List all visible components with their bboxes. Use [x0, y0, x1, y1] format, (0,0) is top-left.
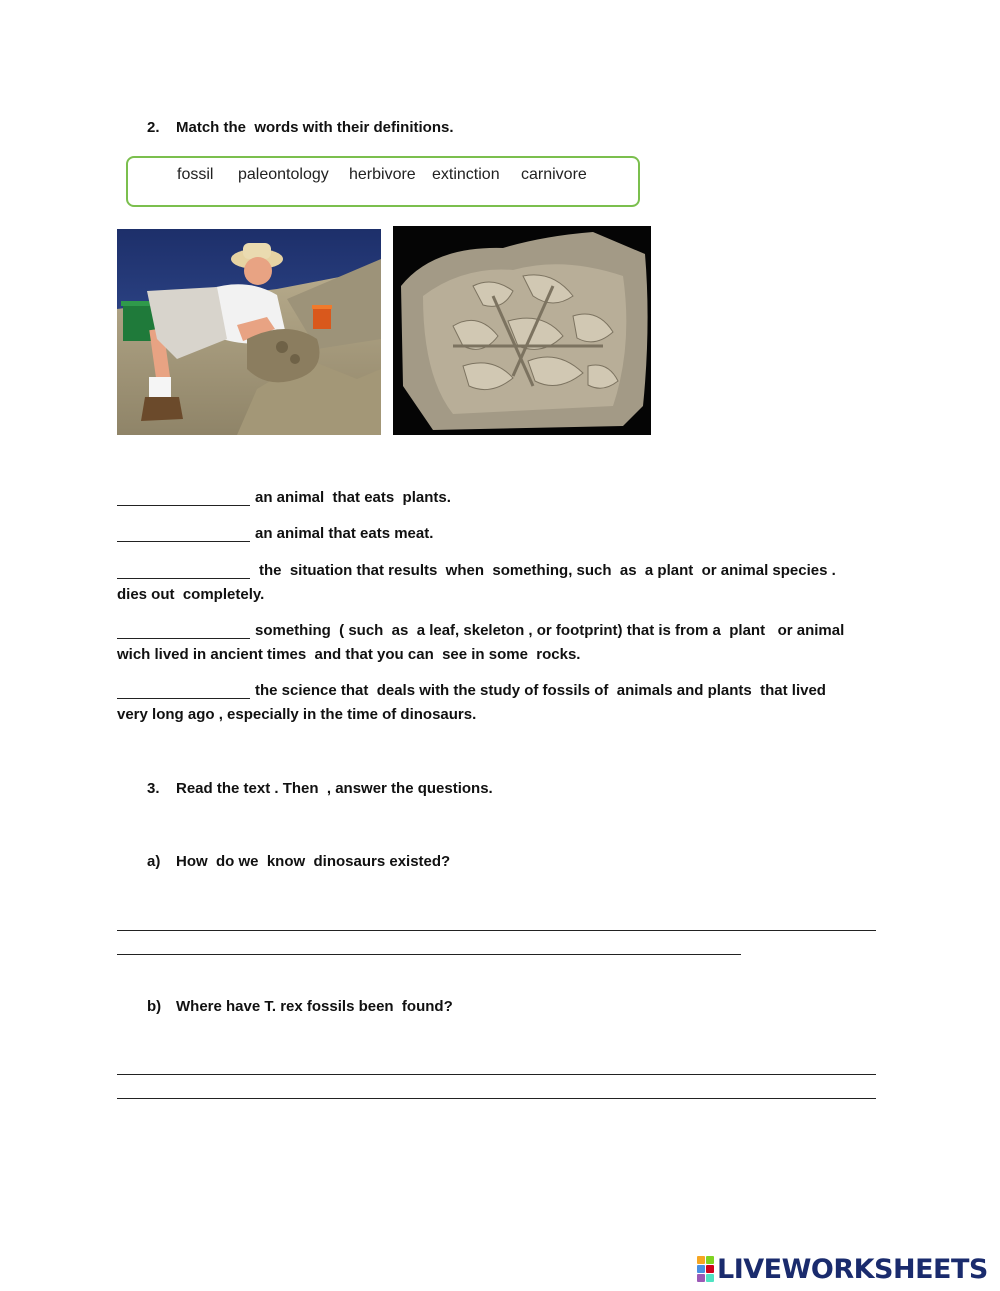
- section-2-number: 2.: [147, 119, 160, 136]
- question-a-text: How do we know dinosaurs existed?: [176, 853, 451, 870]
- word-bank-item-paleontology: paleontology: [238, 166, 329, 183]
- answer-b-line-1[interactable]: [117, 1074, 876, 1075]
- logo-blocks-icon: [697, 1256, 714, 1282]
- word-bank-item-carnivore: carnivore: [521, 166, 587, 183]
- answer-b-line-2[interactable]: [117, 1098, 876, 1099]
- answer-a-line-1[interactable]: [117, 930, 876, 931]
- definition-2-blank[interactable]: [117, 541, 250, 542]
- definition-1-blank[interactable]: [117, 505, 250, 506]
- definition-5-text-line-2: very long ago , especially in the time of dinosaurs.: [117, 706, 477, 723]
- word-bank-item-herbivore: herbivore: [349, 166, 416, 183]
- definition-4-text-line-2: wich lived in ancient times and that you can see in some rocks.: [117, 646, 581, 663]
- logo-text: LIVEWORKSHEETS: [717, 1253, 988, 1285]
- section-2-instruction: Match the words with their definitions.: [176, 119, 454, 136]
- definition-4-blank[interactable]: [117, 638, 250, 639]
- definition-3-text-line-1: the situation that results when something, such as a plant or animal species .: [259, 562, 836, 579]
- word-bank-item-extinction: extinction: [432, 166, 500, 183]
- section-3-instruction: Read the text . Then , answer the questions.: [176, 780, 493, 797]
- question-b-label: b): [147, 998, 162, 1015]
- definition-1-text: an animal that eats plants.: [255, 489, 451, 506]
- crinoid-fossil-photo: [393, 226, 651, 435]
- question-b-text: Where have T. rex fossils been found?: [176, 998, 453, 1015]
- definition-4-text-line-1: something ( such as a leaf, skeleton , or footprint) that is from a plant or animal: [255, 622, 845, 639]
- word-bank-item-fossil: fossil: [177, 166, 214, 183]
- definition-5-text-line-1: the science that deals with the study of fossils of animals and plants that lived: [255, 682, 826, 699]
- paleontologist-photo: [117, 229, 381, 435]
- question-a-label: a): [147, 853, 161, 870]
- section-3-number: 3.: [147, 780, 160, 797]
- liveworksheets-logo: [697, 1252, 988, 1286]
- definition-5-blank[interactable]: [117, 698, 250, 699]
- definition-2-text: an animal that eats meat.: [255, 525, 434, 542]
- answer-a-line-2[interactable]: [117, 954, 741, 955]
- definition-3-text-line-2: dies out completely.: [117, 586, 265, 603]
- definition-3-blank[interactable]: [117, 578, 250, 579]
